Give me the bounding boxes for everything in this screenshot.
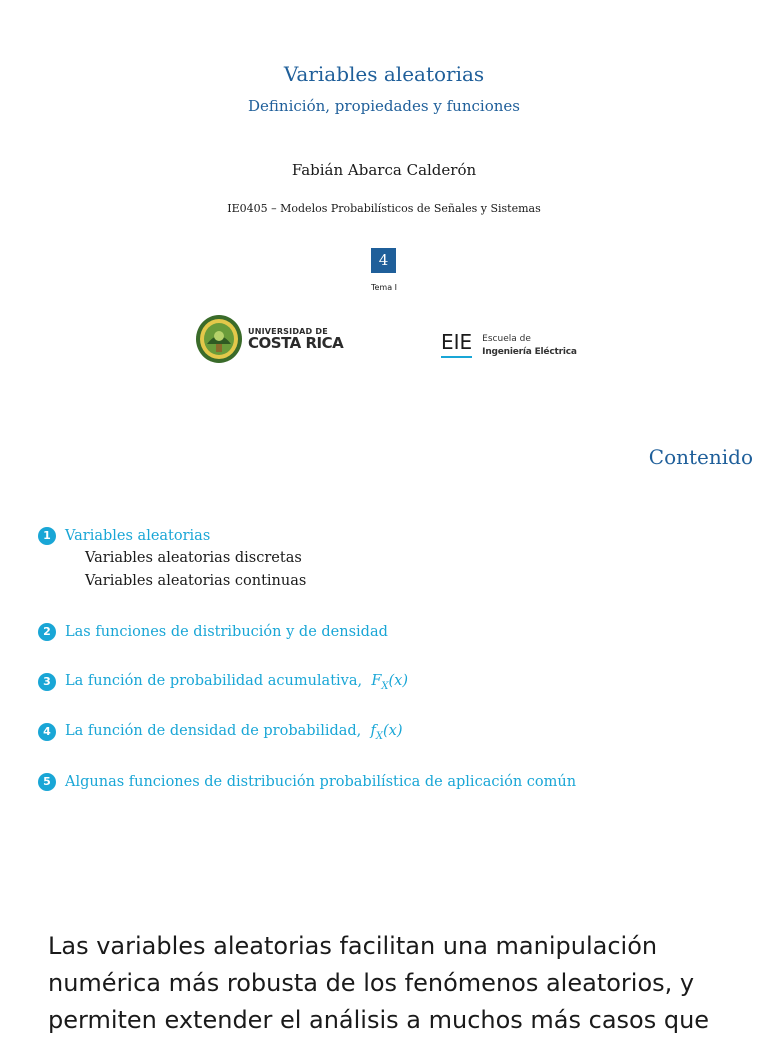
toc-item-label: La función de densidad de probabilidad, $f_X(x)$ xyxy=(65,722,403,742)
contents-heading: Contenido xyxy=(648,445,753,469)
slide-title: Variables aleatorias xyxy=(283,62,485,86)
toc-item-3[interactable] xyxy=(38,671,576,693)
table-of-contents xyxy=(38,525,576,793)
toc-item-5[interactable] xyxy=(38,771,576,793)
toc-number-bullet: 1 xyxy=(38,527,56,545)
toc-subitem-continuas[interactable]: Variables aleatorias continuas xyxy=(85,573,307,589)
ucr-seal-icon xyxy=(195,314,243,364)
ucr-logo-line1: UNIVERSIDAD DE xyxy=(248,326,328,336)
eie-logo-line2: Ingeniería Eléctrica xyxy=(482,347,577,357)
toc-number-bullet: 4 xyxy=(38,723,56,741)
math-symbol: F xyxy=(371,672,382,689)
math-subscript: X xyxy=(375,730,384,742)
math-argument: (x) xyxy=(388,672,409,689)
toc-item-label: Variables aleatorias xyxy=(65,528,211,544)
toc-subitem-discretas[interactable]: Variables aleatorias discretas xyxy=(85,550,302,566)
toc-number-bullet: 2 xyxy=(38,623,56,641)
eie-logo-line1: Escuela de xyxy=(482,334,531,344)
author-name: Fabián Abarca Calderón xyxy=(291,161,477,179)
tema-label: Tema I xyxy=(370,283,398,292)
toc-item-1[interactable] xyxy=(38,525,576,593)
slide-subtitle: Definición, propiedades y funciones xyxy=(248,97,520,115)
toc-number-bullet: 3 xyxy=(38,673,56,691)
toc-item-4[interactable] xyxy=(38,721,576,743)
tema-number-badge: 4 xyxy=(371,248,396,273)
math-symbol: f xyxy=(370,722,376,739)
eie-logo xyxy=(441,332,577,359)
course-name: IE0405 – Modelos Probabilísticos de Señales y Sistemas xyxy=(227,202,541,215)
toc-item-label: La función de probabilidad acumulativa, $F_X(x)$ xyxy=(65,672,409,692)
toc-item-label: Las funciones de distribución y de densidad xyxy=(65,624,388,640)
title-slide xyxy=(0,0,768,400)
ucr-logo xyxy=(195,314,343,364)
eie-logo-mark: EIE xyxy=(441,332,472,358)
math-subscript: X xyxy=(381,680,389,692)
toc-number-bullet: 5 xyxy=(38,773,56,791)
text-slide xyxy=(0,900,768,1034)
ucr-logo-line2: COSTA RICA xyxy=(248,333,344,352)
math-argument: (x) xyxy=(383,722,403,739)
contents-slide xyxy=(0,425,768,895)
toc-item-2[interactable] xyxy=(38,621,576,643)
toc-item-label: Algunas funciones de distribución probabilística de aplicación común xyxy=(65,774,577,790)
slide-body-text: Las variables aleatorias facilitan una manipulación numérica más robusta de los fenómenos aleatorios, y permiten extender el análisis a muchos más casos que xyxy=(48,932,710,1034)
